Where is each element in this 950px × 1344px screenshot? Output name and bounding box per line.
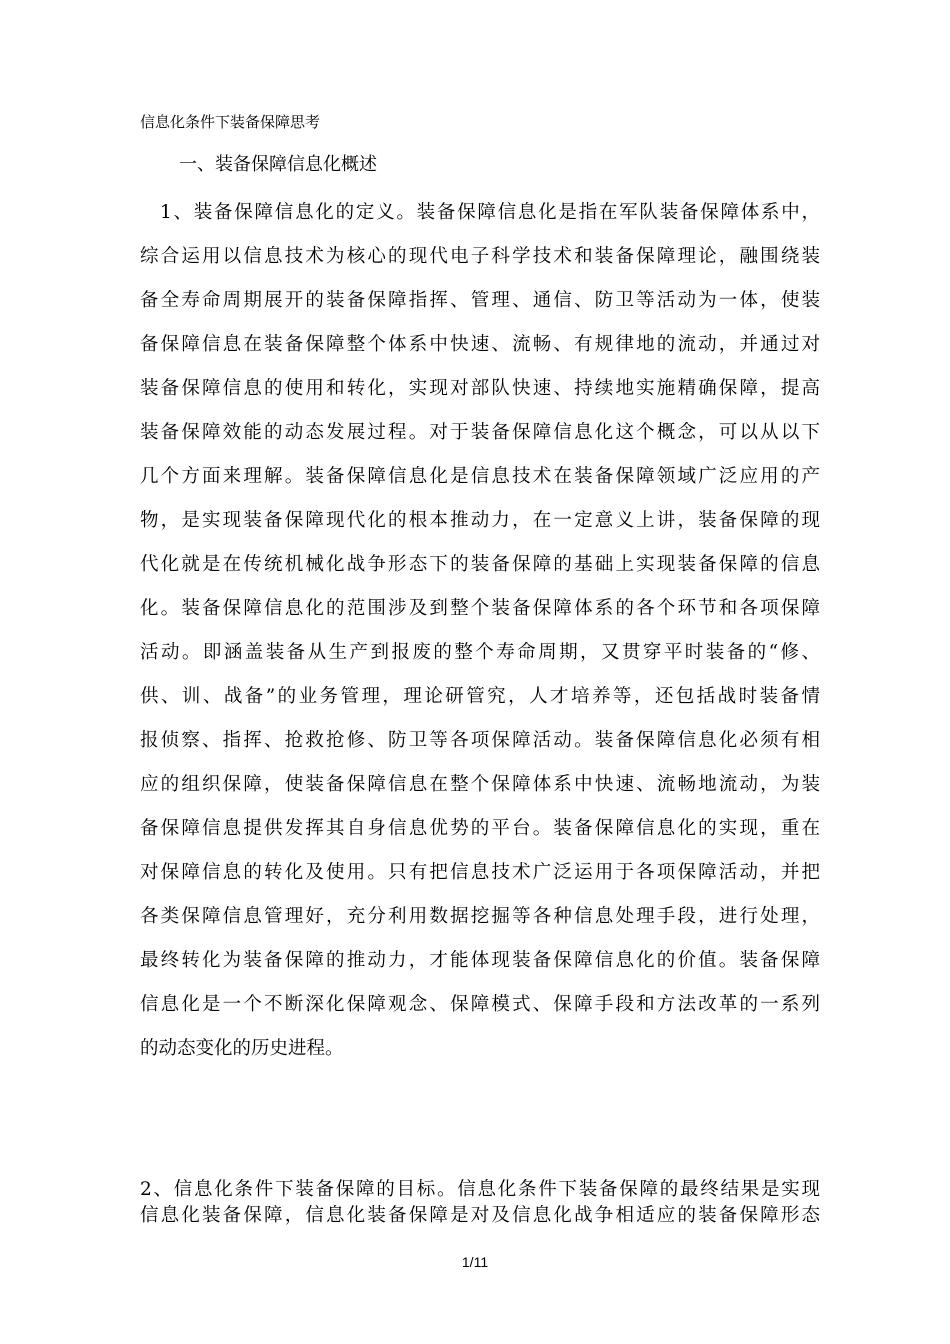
paragraph-line: 活动。即涵盖装备从生产到报废的整个寿命周期，又贯穿平时装备的“修、 bbox=[140, 642, 820, 663]
document-title: 信息化条件下装备保障思考 bbox=[140, 113, 321, 131]
paragraph-line: 备全寿命周期展开的装备保障指挥、管理、通信、防卫等活动为一体，使装 bbox=[140, 290, 820, 311]
paragraph-line: 综合运用以信息技术为核心的现代电子科学技术和装备保障理论，融围绕装 bbox=[140, 246, 820, 267]
paragraph-line: 各类保障信息管理好，充分利用数据挖掘等各种信息处理手段，进行处理， bbox=[140, 906, 820, 927]
paragraph-line: 应的组织保障，使装备保障信息在整个保障体系中快速、流畅地流动，为装 bbox=[140, 774, 820, 795]
paragraph-line: 报侦察、指挥、抢救抢修、防卫等各项保障活动。装备保障信息化必须有相 bbox=[140, 730, 820, 751]
paragraph-line: 的动态变化的历史进程。 bbox=[140, 1038, 344, 1059]
paragraph-line: 代化就是在传统机械化战争形态下的装备保障的基础上实现装备保障的信息 bbox=[140, 554, 820, 575]
paragraph-line: 信息化是一个不断深化保障观念、保障模式、保障手段和方法改革的一系列 bbox=[140, 994, 820, 1015]
section-heading: 一、装备保障信息化概述 bbox=[179, 154, 377, 175]
paragraph-line: 物，是实现装备保障现代化的根本推动力，在一定意义上讲，装备保障的现 bbox=[140, 510, 820, 531]
paragraph-line: 信息化装备保障，信息化装备保障是对及信息化战争相适应的装备保障形态 bbox=[140, 1205, 820, 1226]
paragraph-line: 对保障信息的转化及使用。只有把信息技术广泛运用于各项保障活动，并把 bbox=[140, 862, 820, 883]
paragraph-2 bbox=[140, 1177, 820, 1229]
paragraph-line: 最终转化为装备保障的推动力，才能体现装备保障信息化的价值。装备保障 bbox=[140, 950, 820, 971]
paragraph-line: 化。装备保障信息化的范围涉及到整个装备保障体系的各个环节和各项保障 bbox=[140, 598, 820, 619]
paragraph-line: 备保障信息在装备保障整个体系中快速、流畅、有规律地的流动，并通过对 bbox=[140, 334, 820, 355]
paragraph-line: 1、装备保障信息化的定义。装备保障信息化是指在军队装备保障体系中， bbox=[160, 202, 820, 223]
paragraph-line: 备保障信息提供发挥其自身信息优势的平台。装备保障信息化的实现，重在 bbox=[140, 818, 820, 839]
paragraph-line: 装备保障效能的动态发展过程。对于装备保障信息化这个概念，可以从以下 bbox=[140, 422, 820, 443]
paragraph-line: 2、信息化条件下装备保障的目标。信息化条件下装备保障的最终结果是实现 bbox=[140, 1179, 820, 1200]
paragraph-1 bbox=[140, 191, 820, 1071]
paragraph-line: 装备保障信息的使用和转化，实现对部队快速、持续地实施精确保障，提高 bbox=[140, 378, 820, 399]
paragraph-line: 几个方面来理解。装备保障信息化是信息技术在装备保障领域广泛应用的产 bbox=[140, 466, 820, 487]
page-number: 1/11 bbox=[461, 1254, 489, 1270]
paragraph-line: 供、训、战备”的业务管理，理论研管究，人才培养等，还包括战时装备情 bbox=[140, 686, 820, 707]
